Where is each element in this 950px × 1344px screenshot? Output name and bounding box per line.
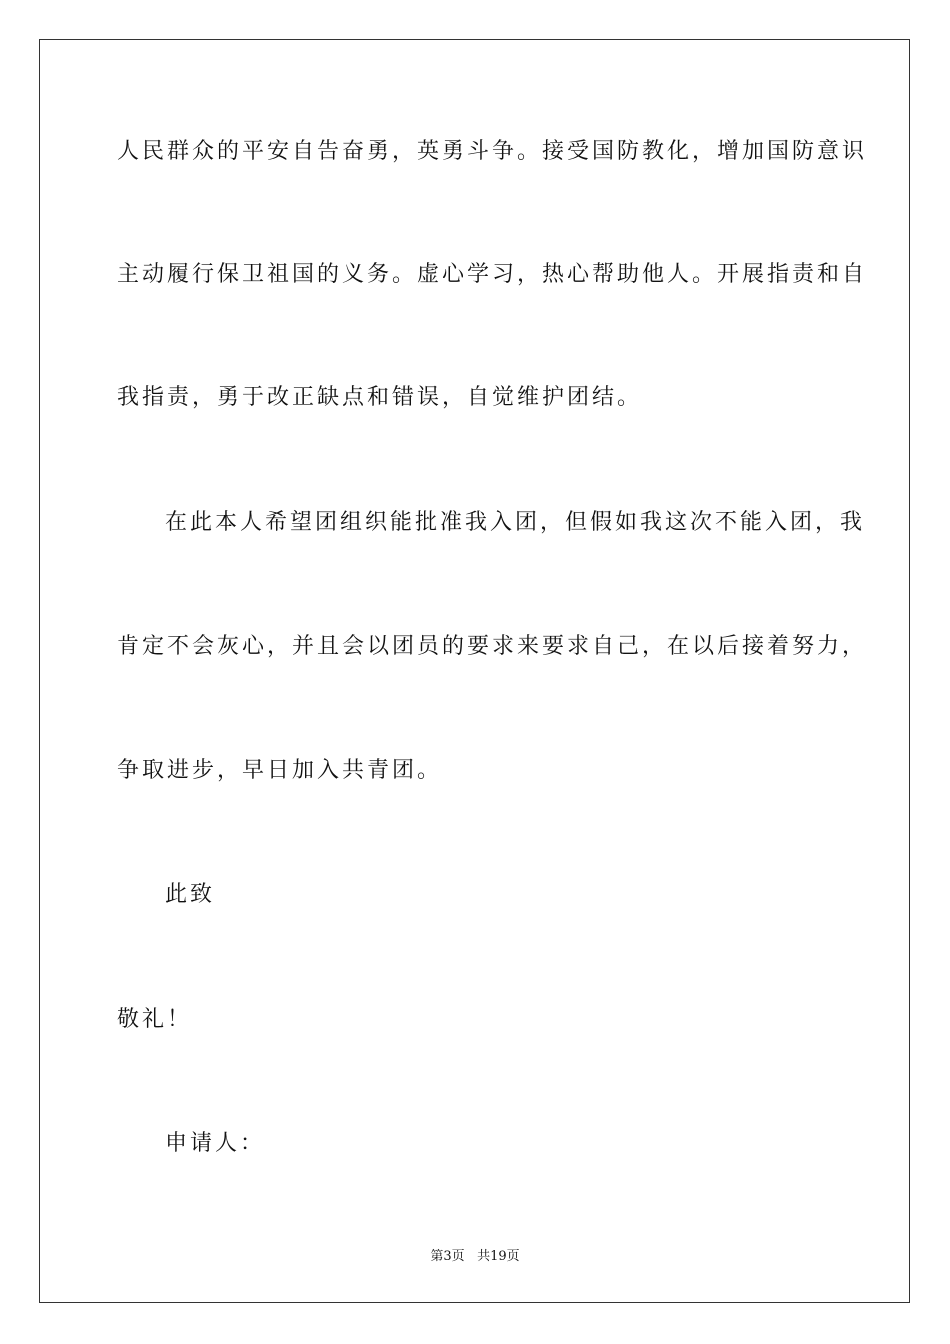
page-number: 第3页 [430, 1249, 465, 1264]
body-text-line-2: 主动履行保卫祖国的义务。虚心学习，热心帮助他人。开展指责和自 [117, 262, 868, 287]
page-total: 共19页 [477, 1249, 520, 1264]
body-text-line-6: 争取进步，早日加入共青团。 [117, 758, 443, 783]
closing-salutation: 此致 [165, 882, 216, 907]
body-text-line-4: 在此本人希望团组织能批准我入团，但假如我这次不能入团，我 [165, 510, 866, 535]
body-text-line-3: 我指责，勇于改正缺点和错误，自觉维护团结。 [117, 385, 643, 410]
closing-regards: 敬礼！ [117, 1007, 193, 1032]
page-footer [0, 1248, 950, 1266]
applicant-label: 申请人： [165, 1131, 266, 1156]
page-frame [39, 39, 910, 1303]
body-text-line-5: 肯定不会灰心，并且会以团员的要求来要求自己，在以后接着努力， [117, 634, 868, 659]
body-text-line-1: 人民群众的平安自告奋勇，英勇斗争。接受国防教化，增加国防意识 [117, 139, 868, 164]
